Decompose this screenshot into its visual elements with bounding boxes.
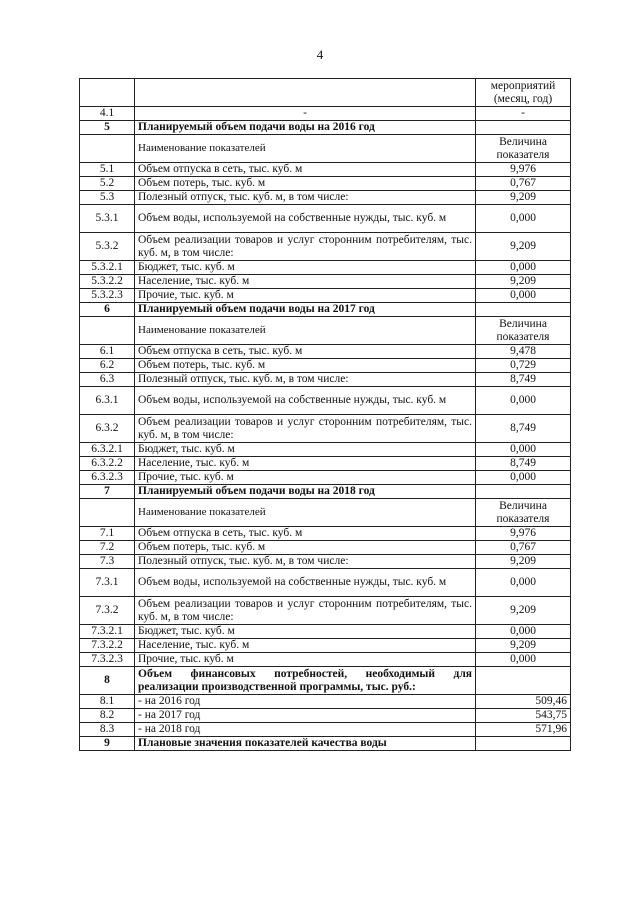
row-number-cell: 5.3.2.1 xyxy=(80,261,135,275)
row-number-cell: 6.3 xyxy=(80,373,135,387)
indicator-name-cell: Население, тыс. куб. м xyxy=(135,275,476,289)
table-row xyxy=(80,303,571,317)
indicator-name-cell: Объем реализации товаров и услуг сторонним потребителям, тыс. куб. м, в том числе: xyxy=(135,233,476,261)
indicator-value-cell: 9,209 xyxy=(476,275,571,289)
indicator-value-cell: - xyxy=(476,107,571,121)
row-number-cell xyxy=(80,317,135,345)
indicator-value-cell: мероприятий (месяц, год) xyxy=(476,79,571,107)
indicator-name-cell: - на 2017 год xyxy=(135,709,476,723)
row-number-cell: 6.3.1 xyxy=(80,387,135,415)
row-number-cell: 6.3.2 xyxy=(80,415,135,443)
indicator-value-cell: 0,000 xyxy=(476,569,571,597)
indicator-value-cell xyxy=(476,303,571,317)
indicator-value-cell: 9,976 xyxy=(476,527,571,541)
indicator-name-cell: Объем воды, используемой на собственные нужды, тыс. куб. м xyxy=(135,569,476,597)
table-row xyxy=(80,625,571,639)
table-row xyxy=(80,79,571,107)
indicator-value-cell: 9,478 xyxy=(476,345,571,359)
row-number-cell: 5 xyxy=(80,121,135,135)
row-number-cell: 6.3.2.2 xyxy=(80,457,135,471)
row-number-cell: 6.2 xyxy=(80,359,135,373)
row-number-cell: 6.3.2.3 xyxy=(80,471,135,485)
table-row xyxy=(80,667,571,695)
indicator-value-cell: 0,000 xyxy=(476,653,571,667)
table-row xyxy=(80,541,571,555)
indicator-value-cell: 9,976 xyxy=(476,163,571,177)
table-row xyxy=(80,569,571,597)
indicator-value-cell: 0,000 xyxy=(476,387,571,415)
indicator-value-cell: 9,209 xyxy=(476,555,571,569)
indicator-name-cell: Объем реализации товаров и услуг сторонним потребителям, тыс. куб. м, в том числе: xyxy=(135,597,476,625)
table-row xyxy=(80,233,571,261)
page-number: 4 xyxy=(316,47,324,62)
indicator-name-cell: Плановые значения показателей качества воды xyxy=(135,737,476,751)
indicator-value-cell: 0,729 xyxy=(476,359,571,373)
row-number-cell: 8.1 xyxy=(80,695,135,709)
indicator-value-cell: 9,209 xyxy=(476,233,571,261)
table-row xyxy=(80,527,571,541)
indicator-value-cell: 9,209 xyxy=(476,597,571,625)
indicator-value-cell: 571,96 xyxy=(476,723,571,737)
table-row xyxy=(80,709,571,723)
table-row xyxy=(80,457,571,471)
indicator-value-cell: 543,75 xyxy=(476,709,571,723)
indicator-name-cell: Объем отпуска в сеть, тыс. куб. м xyxy=(135,163,476,177)
indicator-value-cell: Величина показателя xyxy=(476,317,571,345)
indicator-name-cell: - на 2018 год xyxy=(135,723,476,737)
row-number-cell: 6 xyxy=(80,303,135,317)
indicator-value-cell: 0,000 xyxy=(476,625,571,639)
indicator-name-cell: Бюджет, тыс. куб. м xyxy=(135,443,476,457)
row-number-cell: 7.3.2.3 xyxy=(80,653,135,667)
row-number-cell: 7 xyxy=(80,485,135,499)
row-number-cell: 7.3.2.1 xyxy=(80,625,135,639)
table-row xyxy=(80,275,571,289)
table-row xyxy=(80,345,571,359)
indicator-name-cell: - xyxy=(135,107,476,121)
row-number-cell: 5.3.2.3 xyxy=(80,289,135,303)
indicator-value-cell: 9,209 xyxy=(476,191,571,205)
row-number-cell xyxy=(80,499,135,527)
row-number-cell: 5.3 xyxy=(80,191,135,205)
row-number-cell: 7.3 xyxy=(80,555,135,569)
indicator-name-cell: Бюджет, тыс. куб. м xyxy=(135,625,476,639)
indicator-name-cell: Население, тыс. куб. м xyxy=(135,639,476,653)
row-number-cell: 7.2 xyxy=(80,541,135,555)
indicator-value-cell xyxy=(476,121,571,135)
table-row xyxy=(80,653,571,667)
row-number-cell: 6.1 xyxy=(80,345,135,359)
row-number-cell: 4.1 xyxy=(80,107,135,121)
row-number-cell: 7.3.2 xyxy=(80,597,135,625)
indicator-value-cell: 8,749 xyxy=(476,415,571,443)
indicator-value-cell: Величина показателя xyxy=(476,499,571,527)
indicator-name-cell: Полезный отпуск, тыс. куб. м, в том числе: xyxy=(135,373,476,387)
row-number-cell: 8.3 xyxy=(80,723,135,737)
table-row xyxy=(80,555,571,569)
indicator-name-cell: Население, тыс. куб. м xyxy=(135,457,476,471)
indicator-name-cell: Объем воды, используемой на собственные нужды, тыс. куб. м xyxy=(135,205,476,233)
row-number-cell xyxy=(80,135,135,163)
row-number-cell: 8 xyxy=(80,667,135,695)
indicator-value-cell: 0,000 xyxy=(476,289,571,303)
indicator-name-cell: - на 2016 год xyxy=(135,695,476,709)
table-row xyxy=(80,499,571,527)
indicator-value-cell: 0,767 xyxy=(476,541,571,555)
table-row xyxy=(80,723,571,737)
row-number-cell: 5.2 xyxy=(80,177,135,191)
table-row xyxy=(80,107,571,121)
indicator-name-cell: Полезный отпуск, тыс. куб. м, в том числе: xyxy=(135,555,476,569)
row-number-cell: 5.3.2.2 xyxy=(80,275,135,289)
table-row xyxy=(80,443,571,457)
production-program-table xyxy=(79,78,571,751)
row-number-cell xyxy=(80,79,135,107)
indicator-value-cell xyxy=(476,485,571,499)
table-row xyxy=(80,695,571,709)
indicator-name-cell: Планируемый объем подачи воды на 2016 год xyxy=(135,121,476,135)
indicator-value-cell xyxy=(476,737,571,751)
indicator-name-cell: Объем воды, используемой на собственные нужды, тыс. куб. м xyxy=(135,387,476,415)
table-row xyxy=(80,373,571,387)
table-body xyxy=(80,79,571,751)
table-row xyxy=(80,191,571,205)
indicator-name-cell: Бюджет, тыс. куб. м xyxy=(135,261,476,275)
table-row xyxy=(80,317,571,345)
indicator-value-cell: Величина показателя xyxy=(476,135,571,163)
row-number-cell: 7.3.1 xyxy=(80,569,135,597)
table-row xyxy=(80,387,571,415)
indicator-value-cell: 0,000 xyxy=(476,261,571,275)
table-row xyxy=(80,415,571,443)
table-row xyxy=(80,639,571,653)
row-number-cell: 9 xyxy=(80,737,135,751)
indicator-name-cell: Полезный отпуск, тыс. куб. м, в том числе: xyxy=(135,191,476,205)
indicator-value-cell: 8,749 xyxy=(476,373,571,387)
row-number-cell: 6.3.2.1 xyxy=(80,443,135,457)
table-row xyxy=(80,177,571,191)
indicator-value-cell: 0,767 xyxy=(476,177,571,191)
table-row xyxy=(80,135,571,163)
table-row xyxy=(80,359,571,373)
row-number-cell: 5.3.1 xyxy=(80,205,135,233)
table-row xyxy=(80,597,571,625)
indicator-name-cell: Объем реализации товаров и услуг сторонним потребителям, тыс. куб. м, в том числе: xyxy=(135,415,476,443)
indicator-name-cell: Объем потерь, тыс. куб. м xyxy=(135,177,476,191)
indicator-name-cell: Объем потерь, тыс. куб. м xyxy=(135,541,476,555)
indicator-name-cell: Прочие, тыс. куб. м xyxy=(135,471,476,485)
row-number-cell: 5.3.2 xyxy=(80,233,135,261)
indicator-name-cell: Объем отпуска в сеть, тыс. куб. м xyxy=(135,345,476,359)
table-row xyxy=(80,205,571,233)
indicator-name-cell: Наименование показателей xyxy=(135,499,476,527)
row-number-cell: 5.1 xyxy=(80,163,135,177)
indicator-name-cell: Наименование показателей xyxy=(135,317,476,345)
indicator-value-cell: 0,000 xyxy=(476,443,571,457)
indicator-value-cell: 509,46 xyxy=(476,695,571,709)
row-number-cell: 7.3.2.2 xyxy=(80,639,135,653)
indicator-value-cell: 9,209 xyxy=(476,639,571,653)
table-row xyxy=(80,471,571,485)
indicator-name-cell: Планируемый объем подачи воды на 2018 год xyxy=(135,485,476,499)
indicator-name-cell: Прочие, тыс. куб. м xyxy=(135,653,476,667)
indicator-value-cell: 0,000 xyxy=(476,471,571,485)
indicator-name-cell: Планируемый объем подачи воды на 2017 год xyxy=(135,303,476,317)
table-row xyxy=(80,121,571,135)
row-number-cell: 7.1 xyxy=(80,527,135,541)
indicator-value-cell: 8,749 xyxy=(476,457,571,471)
indicator-name-cell: Объем отпуска в сеть, тыс. куб. м xyxy=(135,527,476,541)
table-row xyxy=(80,163,571,177)
indicator-name-cell xyxy=(135,79,476,107)
table-row xyxy=(80,261,571,275)
table-row xyxy=(80,737,571,751)
indicator-value-cell: 0,000 xyxy=(476,205,571,233)
table-row xyxy=(80,289,571,303)
indicator-value-cell xyxy=(476,667,571,695)
row-number-cell: 8.2 xyxy=(80,709,135,723)
indicator-name-cell: Прочие, тыс. куб. м xyxy=(135,289,476,303)
table-row xyxy=(80,485,571,499)
indicator-name-cell: Объем потерь, тыс. куб. м xyxy=(135,359,476,373)
indicator-name-cell: Наименование показателей xyxy=(135,135,476,163)
indicator-name-cell: Объем финансовых потребностей, необходимый для реализации производственной программы, тыс. руб.: xyxy=(135,667,476,695)
